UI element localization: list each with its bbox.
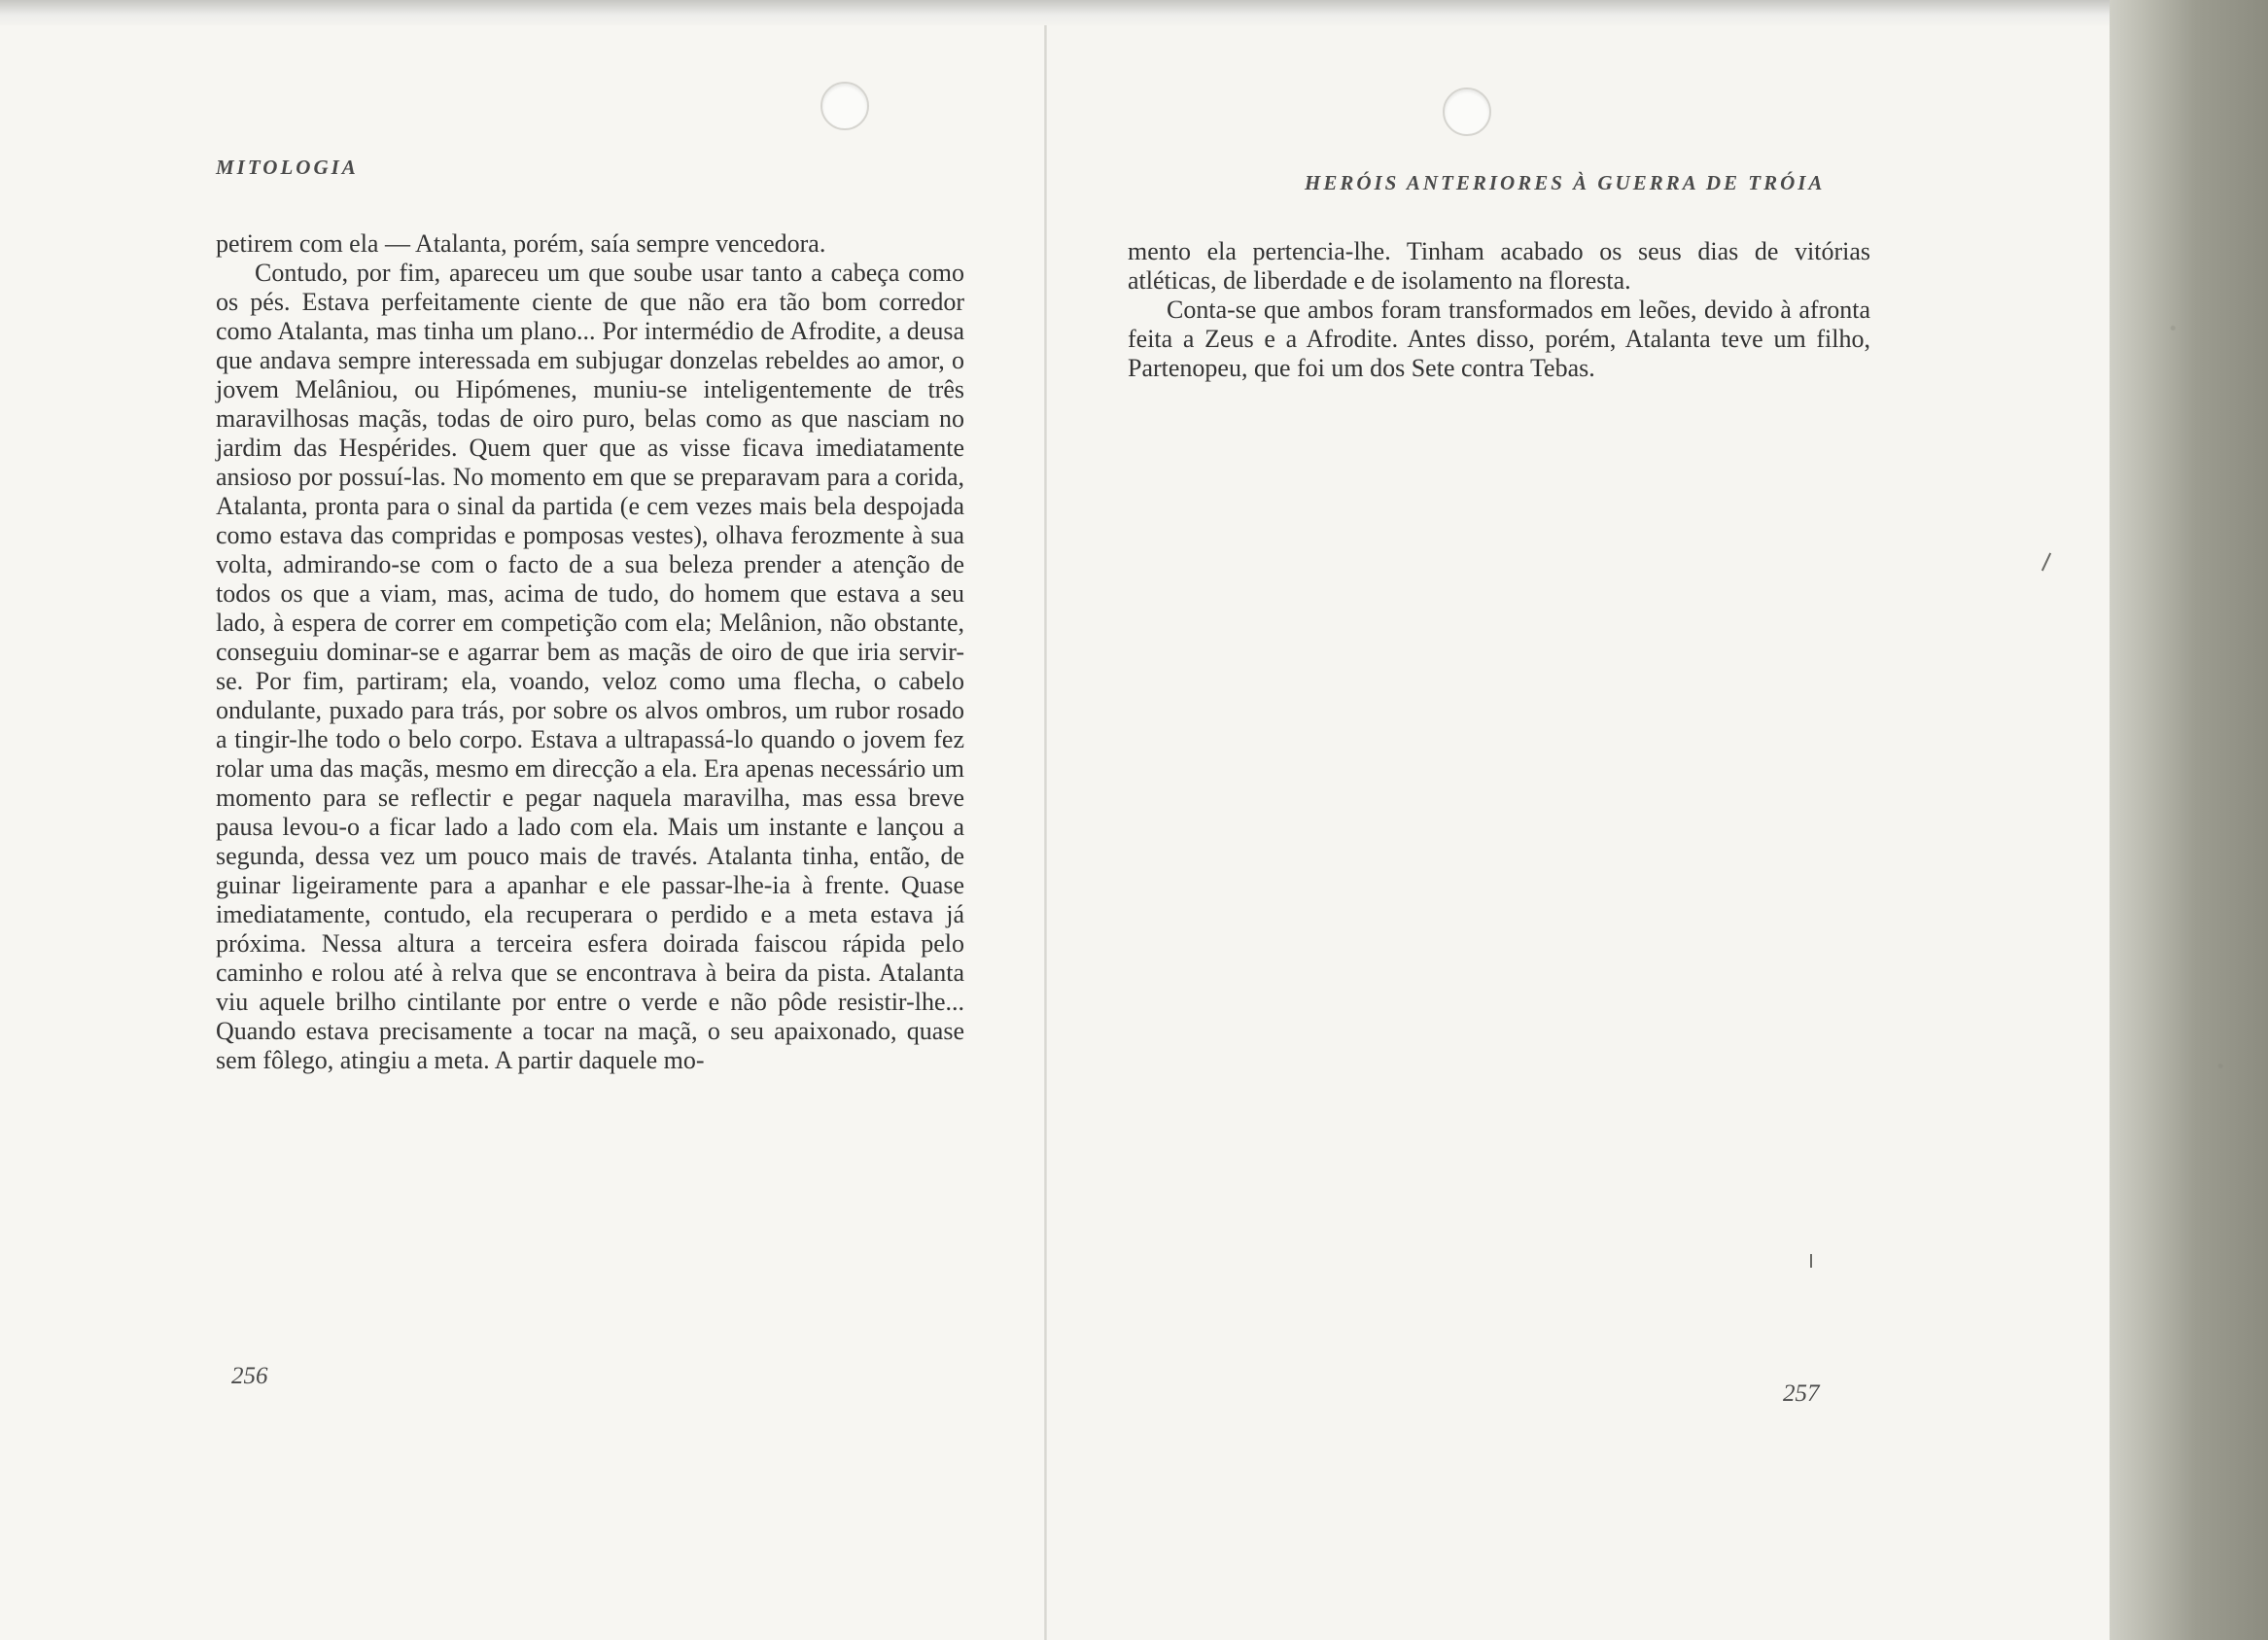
scan-edge-shadow — [2110, 0, 2268, 1640]
right-page-number: 257 — [1783, 1380, 1820, 1407]
right-paragraph-2: Conta-se que ambos foram transformados em leões, devido à afronta feita a Zeus e a Afrodite. Antes disso, porém, Atalanta teve um filho, Partenopeu, que foi um dos Sete contra Tebas. — [1128, 296, 1870, 382]
punch-hole-right — [1443, 87, 1491, 136]
left-page-number: 256 — [231, 1363, 268, 1389]
right-page-text — [1128, 237, 1870, 383]
right-paragraph-1: mento ela pertencia-lhe. Tinham acabado os seus dias de vitórias atléticas, de liberdade e de isolamento na floresta. — [1128, 237, 1870, 295]
scan-top-edge — [0, 0, 2268, 25]
left-page-text — [216, 229, 964, 1075]
book-gutter — [1044, 25, 1047, 1640]
left-running-head: MITOLOGIA — [216, 156, 359, 179]
left-paragraph-2: Contudo, por fim, apareceu um que soube usar tanto a cabeça como os pés. Estava perfeitamente ciente de que não era tão bom corredor como Atalanta, mas tinha um plano... Por intermédio de Afrodite, a deusa que andava sempre interessada em subjugar donzelas rebeldes ao amor, o jovem Melâniou, ou Hipómenes, muniu-se inteligentemente de três maravilhosas maçãs, todas de oiro puro, belas como as que nasciam no jardim das Hespérides. Quem quer que as visse ficava imediatamente ansioso por possuí-las. No momento em que se preparavam para a corida, Atalanta, pronta para o sinal da partida (e cem vezes mais bela despojada como estava das compridas e pomposas vestes), olhava ferozmente à sua volta, admirando-se com o facto de a sua beleza prender a atenção de todos os que a viam, mas, acima de tudo, do homem que estava a seu lado, à espera de correr em competição com ela; Melânion, não obstante, conseguiu dominar-se e agarrar bem as maçãs de oiro de que iria servir-se. Por fim, partiram; ela, voando, veloz como uma flecha, o cabelo ondulante, puxado para trás, por sobre os alvos ombros, um rubor rosado a tingir-lhe todo o belo corpo. Estava a ultrapassá-lo quando o jovem fez rolar uma das maçãs, mesmo em direcção a ela. Era apenas necessário um momento para se reflectir e pegar naquela maravilha, mas essa breve pausa levou-o a ficar lado a lado com ela. Mais um instante e lançou a segunda, dessa vez um pouco mais de través. Atalanta tinha, então, de guinar ligeiramente para a apanhar e ele passar-lhe-ia à frente. Quase imediatamente, contudo, ela recuperara o perdido e a meta estava já próxima. Nessa altura a terceira esfera doirada faiscou rápida pelo caminho e rolou até à relva que se encontrava à beira da pista. Atalanta viu aquele brilho cintilante por entre o verde e não pôde resistir-lhe... Quando estava precisamente a tocar na maçã, o seu apaixonado, quase sem fôlego, atingiu a meta. A partir daquele mo- — [216, 259, 964, 1074]
left-paragraph-1: petirem com ela — Atalanta, porém, saía sempre vencedora. — [216, 229, 826, 258]
punch-hole-left — [820, 82, 869, 130]
right-running-head: HERÓIS ANTERIORES À GUERRA DE TRÓIA — [1305, 171, 1826, 194]
stray-tick-mark — [1810, 1254, 1812, 1268]
